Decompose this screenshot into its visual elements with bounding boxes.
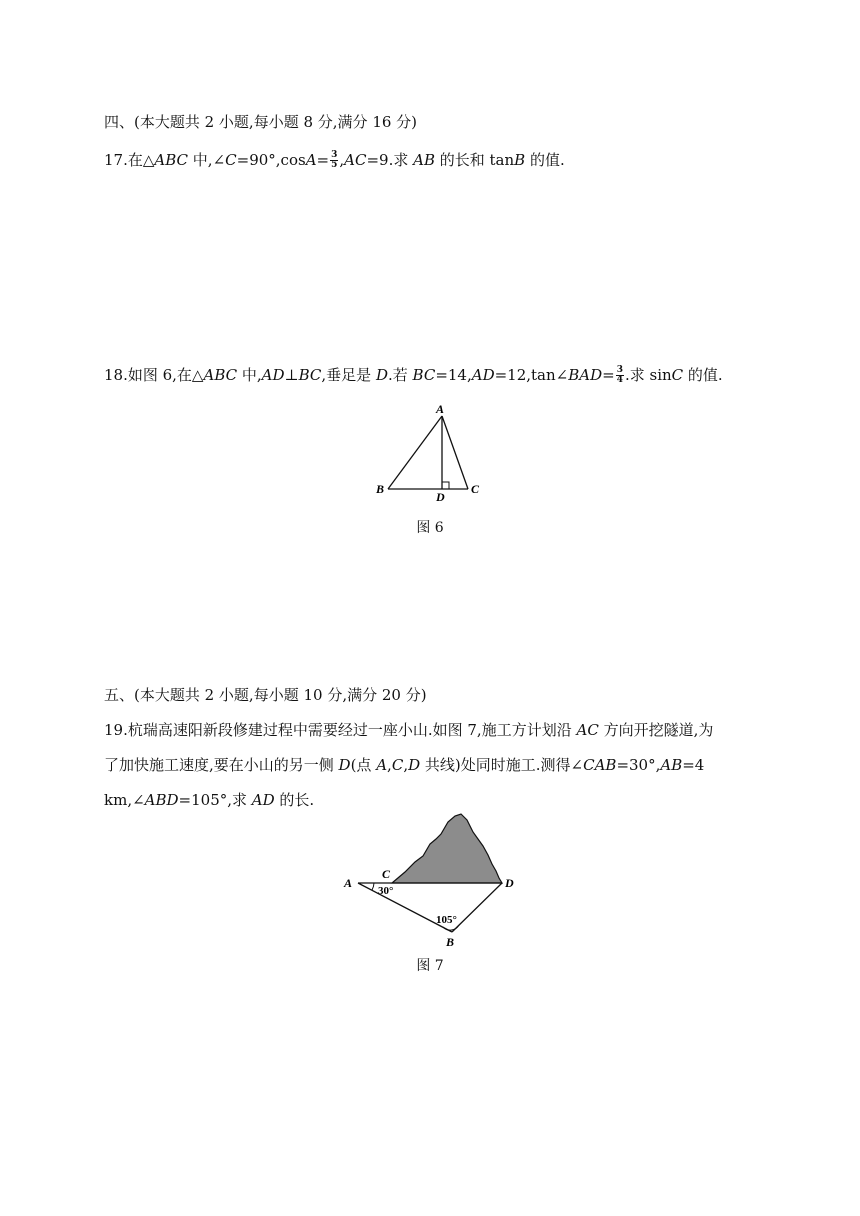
- q18-text: =: [602, 366, 615, 384]
- angle-b-label: 105°: [436, 914, 457, 926]
- q18-var: C: [671, 366, 684, 384]
- q17-text: 中,∠: [188, 151, 226, 169]
- q19-text: 共线)处同时施工.测得∠: [420, 756, 584, 774]
- q18-fraction-denominator: 4: [616, 374, 623, 385]
- q19-text: (点: [350, 756, 377, 774]
- angle-a-label: 30°: [378, 885, 394, 897]
- q18-text: 18.如图 6,在△: [104, 366, 204, 384]
- q18-var: ABC: [203, 366, 238, 384]
- figure-7-diagram: [335, 808, 535, 953]
- label-b: B: [376, 482, 385, 496]
- q19-text: km,∠: [104, 791, 145, 809]
- q19-text: =105°,求: [178, 791, 252, 809]
- q18-text: =12,tan∠: [494, 366, 569, 384]
- q19-var: CAB: [583, 756, 617, 774]
- q17-fraction: [330, 151, 338, 170]
- q18-var: D: [375, 366, 388, 384]
- q18-text: .求 sin: [624, 366, 672, 384]
- q18-text: .若: [387, 366, 413, 384]
- q17-text: 17.在△: [104, 151, 155, 169]
- section-5-heading: 五、(本大题共 2 小题,每小题 10 分,满分 20 分): [104, 686, 427, 704]
- label-c: C: [471, 482, 480, 496]
- segment-ab: [388, 416, 442, 489]
- q19-text: =4: [682, 756, 705, 774]
- q19-text: ,: [403, 756, 409, 774]
- q19-text: 方向开挖隧道,为: [598, 721, 714, 739]
- q17-text: ,: [339, 151, 345, 169]
- q19-var: A: [376, 756, 388, 774]
- q17-var: ABC: [154, 151, 189, 169]
- q19-text: =30°,: [616, 756, 661, 774]
- q18-text: 的值.: [683, 366, 723, 384]
- q18-fraction: [616, 366, 624, 385]
- question-19-line-3: [104, 790, 314, 810]
- q19-var: AD: [251, 791, 275, 809]
- q19-var: AB: [660, 756, 683, 774]
- section-4-heading: 四、(本大题共 2 小题,每小题 8 分,满分 16 分): [104, 113, 418, 131]
- q19-var: AC: [576, 721, 599, 739]
- q19-text: 的长.: [274, 791, 315, 809]
- label-b: B: [446, 935, 455, 949]
- q19-text: ,: [387, 756, 392, 774]
- label-a: A: [436, 402, 445, 416]
- q17-text: =: [316, 151, 330, 169]
- q18-text: ⊥: [284, 366, 299, 384]
- q17-var: C: [225, 151, 237, 169]
- right-angle-mark: [442, 482, 449, 489]
- q18-text: =14,: [435, 366, 472, 384]
- q17-text: 的值.: [525, 151, 565, 169]
- q17-text: =9.求: [366, 151, 414, 169]
- q18-text: ,垂足是: [321, 366, 376, 384]
- q19-text: 19.杭瑞高速阳新段修建过程中需要经过一座小山.如图 7,施工方计划沿: [104, 721, 577, 739]
- label-c: C: [382, 867, 391, 881]
- angle-a-arc: [372, 883, 374, 890]
- q18-var: AD: [261, 366, 285, 384]
- label-a: A: [344, 876, 353, 890]
- q19-var: D: [408, 756, 421, 774]
- q17-var: B: [514, 151, 526, 169]
- q18-fraction-numerator: 3: [616, 364, 623, 375]
- q18-var: BAD: [568, 366, 603, 384]
- label-d: D: [505, 876, 514, 890]
- question-17: [104, 150, 565, 171]
- question-18: [104, 365, 723, 386]
- q17-fraction-denominator: 5: [331, 159, 338, 170]
- figure-6-diagram: [370, 400, 490, 505]
- q17-var: AC: [344, 151, 367, 169]
- q18-var: BC: [298, 366, 322, 384]
- q19-text: 了加快施工速度,要在小山的另一侧: [104, 756, 339, 774]
- figure-6-caption: 图 6: [416, 520, 444, 536]
- q19-var: ABD: [144, 791, 179, 809]
- q17-text: 的长和 tan: [434, 151, 515, 169]
- q18-var: BC: [412, 366, 436, 384]
- q19-var: C: [391, 756, 404, 774]
- label-d: D: [436, 490, 445, 504]
- question-19-line-1: [104, 720, 713, 740]
- segment-ac: [442, 416, 468, 489]
- q17-var: AB: [413, 151, 435, 169]
- q18-var: AD: [471, 366, 495, 384]
- segment-bd: [452, 883, 502, 932]
- mountain-shape: [392, 814, 502, 883]
- q18-text: 中,: [237, 366, 262, 384]
- q17-text: =90°,cos: [236, 151, 306, 169]
- figure-7-caption: 图 7: [416, 958, 444, 974]
- q19-var: D: [338, 756, 351, 774]
- q17-fraction-numerator: 3: [331, 149, 338, 160]
- question-19-line-2: [104, 755, 704, 775]
- q17-var: A: [305, 151, 317, 169]
